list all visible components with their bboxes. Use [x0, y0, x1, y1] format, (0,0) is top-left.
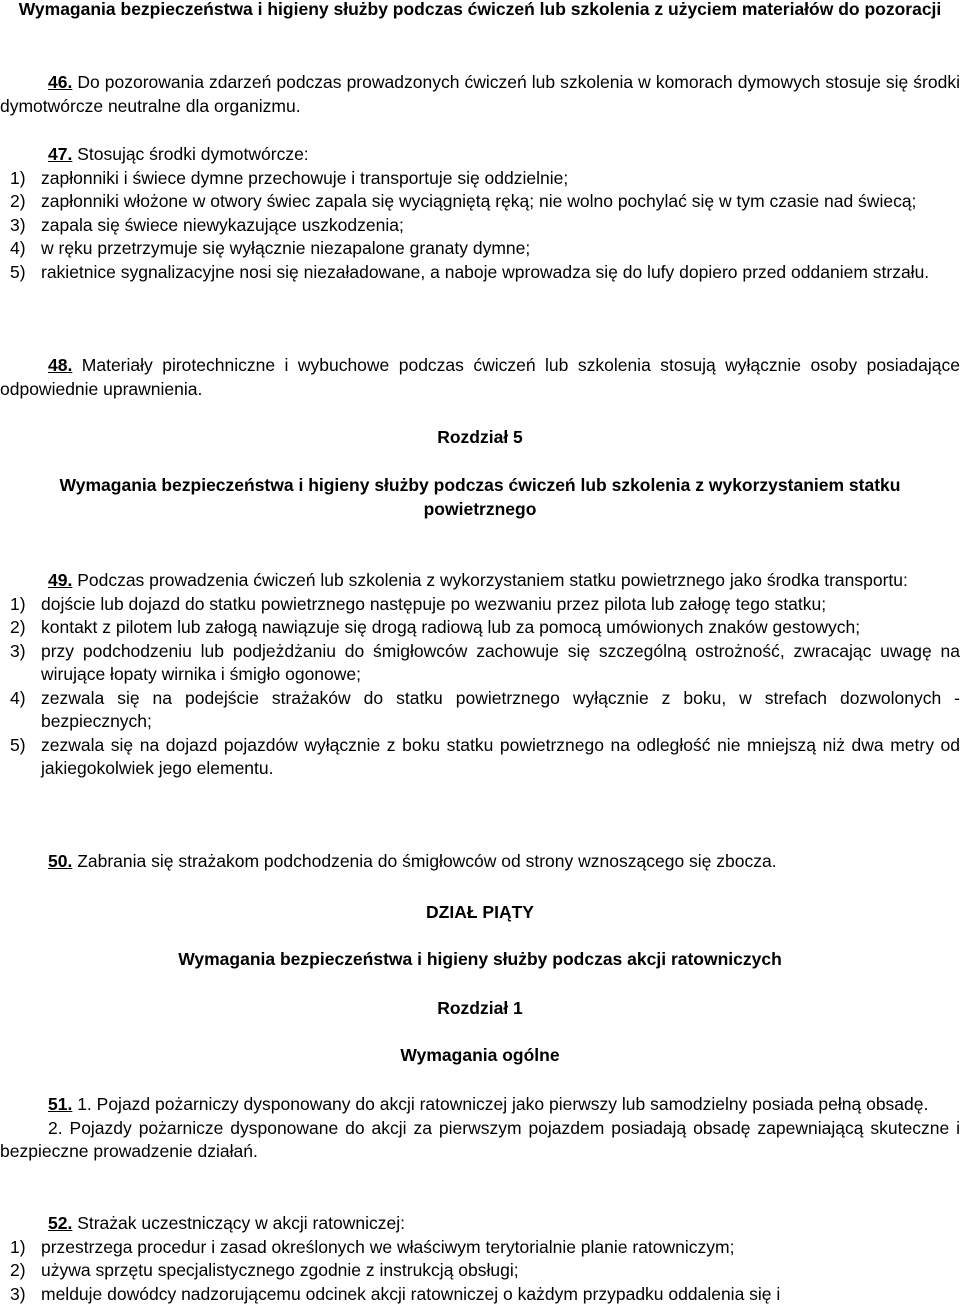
item-text: zezwala się na dojazd pojazdów wyłącznie z boku statku powietrznego na odległość nie mniejszą niż dwa metry od jakiegokolwiek jego elementu. — [41, 734, 960, 778]
item-number: 2) — [10, 617, 26, 637]
section-heading: Wymagania bezpieczeństwa i higieny służby podczas ćwiczeń lub szkolenia z użyciem materiałów do pozoracji — [18, 0, 942, 19]
item-number: 1) — [10, 1236, 26, 1257]
item-number: 5) — [10, 261, 26, 282]
paragraph-number: 50. — [48, 851, 73, 871]
paragraph-52 — [0, 1212, 960, 1306]
paragraph-50 — [0, 850, 960, 874]
item-number: 1) — [10, 593, 26, 614]
item-number: 3) — [10, 640, 26, 661]
paragraph-46 — [0, 71, 960, 118]
list-item — [0, 734, 960, 781]
paragraph-49 — [0, 569, 960, 781]
item-text: dojście lub dojazd do statku powietrznego następuje po wezwaniu przez pilota lub załogę tego statku; — [41, 593, 827, 614]
paragraph-number: 49. — [48, 570, 73, 590]
paragraph-51 — [0, 1093, 960, 1164]
item-text: zapłonniki i świece dymne przechowuje i transportuje się oddzielnie; — [41, 167, 569, 188]
paragraph-text: Strażak uczestniczący w akcji ratowniczej: — [72, 1213, 405, 1233]
item-text: kontakt z pilotem lub załogą nawiązuje się drogą radiową lub za pomocą umówionych znaków gestowych; — [41, 617, 861, 637]
list-item — [0, 640, 960, 687]
paragraph-48 — [0, 354, 960, 401]
item-text: zapala się świece niewykazujące uszkodzenia; — [41, 214, 404, 235]
list-item — [0, 616, 960, 640]
division-subtitle: Wymagania bezpieczeństwa i higieny służby podczas akcji ratowniczych — [178, 949, 782, 969]
list-item — [0, 1236, 960, 1260]
list-item — [0, 167, 960, 191]
chapter-title: Rozdział 1 — [437, 998, 523, 1018]
item-number: 4) — [10, 238, 26, 258]
list-item — [0, 190, 960, 214]
paragraph-number: 46. — [48, 72, 73, 92]
item-number: 1) — [10, 167, 26, 188]
paragraph-text: Podczas prowadzenia ćwiczeń lub szkolenia z wykorzystaniem statku powietrznego jako środka transportu: — [72, 570, 908, 590]
list-item — [0, 687, 960, 734]
paragraph-text: 1. Pojazd pożarniczy dysponowany do akcji ratowniczej jako pierwszy lub samodzielny posiada pełną obsadę. — [72, 1094, 929, 1114]
paragraph-number: 52. — [48, 1213, 73, 1233]
division-title: DZIAŁ PIĄTY — [426, 902, 534, 922]
paragraph-number: 47. — [48, 144, 73, 164]
paragraph-intro — [0, 143, 960, 167]
paragraph-text: Zabrania się strażakom podchodzenia do śmigłowców od strony wznoszącego się zbocza. — [72, 851, 777, 871]
paragraph-intro — [0, 569, 960, 593]
paragraph-section-2: 2. Pojazdy pożarnicze dysponowane do akcji za pierwszym pojazdem posiadają obsadę zapewniającą skuteczne i bezpieczne prowadzenie działań. — [0, 1117, 960, 1161]
chapter-subtitle: Wymagania ogólne — [400, 1045, 560, 1065]
item-text: zapłonniki włożone w otwory świec zapala się wyciągniętą ręką; nie wolno pochylać się w tym czasie nad świecą; — [41, 191, 917, 211]
chapter-subtitle: Wymagania bezpieczeństwa i higieny służby podczas ćwiczeń lub szkolenia z wykorzystaniem statku powietrznego — [59, 475, 901, 519]
paragraph-text: Do pozorowania zdarzeń podczas prowadzonych ćwiczeń lub szkolenia w komorach dymowych stosuje się środki dymotwórcze neutralne dla organizmu. — [0, 72, 960, 116]
item-number: 2) — [10, 1260, 26, 1280]
list-item — [0, 1283, 960, 1307]
item-text: zezwala się na podejście strażaków do statku powietrznego wyłącznie z boku, w strefach dozwolonych - bezpiecznych; — [41, 687, 960, 731]
paragraph-number: 48. — [48, 355, 73, 375]
item-text: przestrzega procedur i zasad określonych we właściwym terytorialnie planie ratowniczym; — [41, 1236, 735, 1257]
list-item — [0, 593, 960, 617]
paragraph-intro — [0, 1212, 960, 1236]
item-text: melduje dowódcy nadzorującemu odcinek akcji ratowniczej o każdym przypadku oddalenia się i — [41, 1283, 781, 1304]
chapter-title: Rozdział 5 — [437, 427, 523, 447]
item-number: 4) — [10, 687, 26, 708]
list-item — [0, 1259, 960, 1283]
item-text: przy podchodzeniu lub podjeżdżaniu do śmigłowców zachowuje się szczególną ostrożność, zwracając uwagę na wirujące łopaty wirnika i śmigło ogonowe; — [41, 640, 960, 684]
item-text: używa sprzętu specjalistycznego zgodnie z instrukcją obsługi; — [41, 1260, 519, 1280]
paragraph-text: Materiały pirotechniczne i wybuchowe podczas ćwiczeń lub szkolenia stosują wyłącznie osoby posiadające odpowiednie uprawnienia. — [0, 355, 960, 399]
list-item — [0, 261, 960, 285]
item-text: w ręku przetrzymuje się wyłącznie niezapalone granaty dymne; — [41, 238, 531, 258]
item-number: 3) — [10, 1283, 26, 1304]
item-number: 3) — [10, 214, 26, 235]
item-number: 2) — [10, 191, 26, 211]
item-number: 5) — [10, 734, 26, 755]
item-text: rakietnice sygnalizacyjne nosi się niezaładowane, a naboje wprowadza się do lufy dopiero przed oddaniem strzału. — [41, 261, 930, 282]
list-item — [0, 214, 960, 238]
paragraph-number: 51. — [48, 1094, 73, 1114]
paragraph-text: Stosując środki dymotwórcze: — [72, 144, 309, 164]
paragraph-47 — [0, 143, 960, 284]
list-item — [0, 237, 960, 261]
paragraph-section-1 — [0, 1093, 960, 1117]
